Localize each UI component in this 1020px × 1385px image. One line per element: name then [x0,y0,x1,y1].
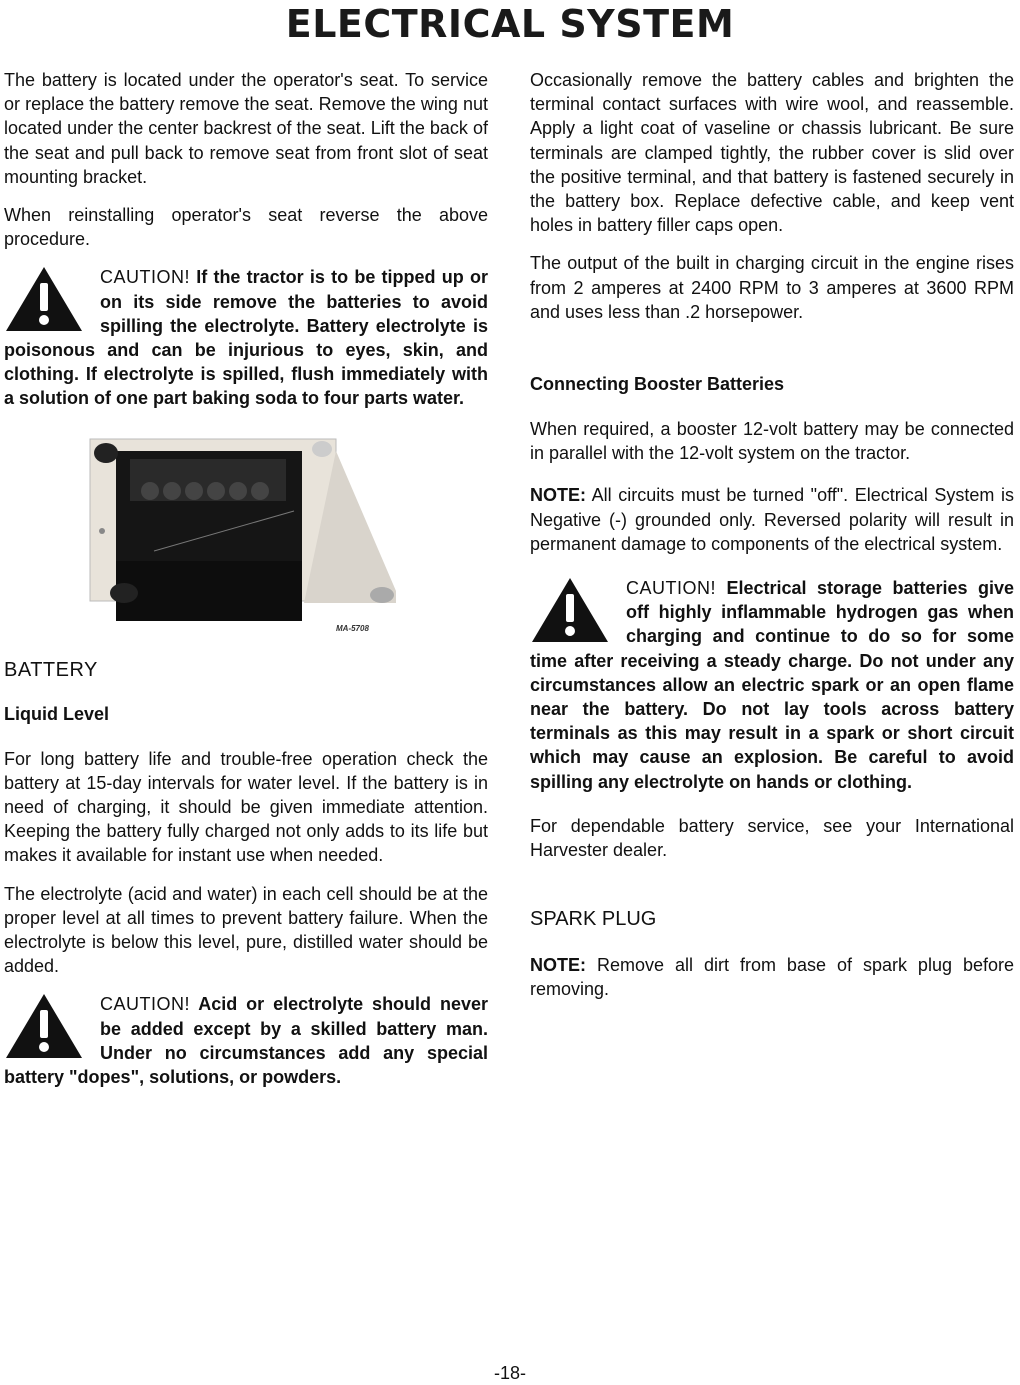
battery-photo [4,431,488,641]
cables-paragraph: Occasionally remove the battery cables and brighten the terminal contact surfaces with wire wool, and reassemble. Apply a light coat of vaseline or chassis lubricant. Be sure terminals are clamped tightly, the rubber cover is slid over the positive terminal, and that battery is fastened securely in the battery box. Replace defective cable, and keep vent holes in battery filler caps open. [530,70,1014,236]
note-spark-plug [530,953,1014,1001]
note-label: NOTE: [530,955,586,976]
caution-label: CAUTION! [100,994,191,1015]
note-text: All circuits must be turned "off". Electrical System is Negative (-) grounded only. Reversed polarity will result in permanent damage to components of the electrical system. [530,485,1014,554]
note-label: NOTE: [530,485,586,506]
booster-batteries-heading: Connecting Booster Batteries [530,374,785,395]
right-column [530,68,1014,1016]
caution-tipping [4,265,488,410]
charging-output-paragraph: The output of the built in charging circuit in the engine rises from 2 amperes at 2400 RPM to 3 amperes at 3600 RPM and uses less than .2 horsepower. [530,253,1014,322]
page-title: ELECTRICAL SYSTEM [285,2,735,46]
battery-life-paragraph: For long battery life and trouble-free operation check the battery at 15-day intervals for water level. If the battery is in need of charging, it should be given immediate attention. Keeping the battery fully charged not only adds to its life but makes it available for instant use when needed. [4,748,488,866]
spark-plug-heading: SPARK PLUG [530,908,657,931]
electrolyte-level-paragraph: The electrolyte (acid and water) in each cell should be at the proper level at all times to prevent battery failure. When the electrolyte is below this level, pure, distilled water should be added. [4,883,488,977]
note-polarity [530,483,1014,556]
page-number: -18- [493,1363,526,1383]
photo-caption: MA-5708 [336,623,369,633]
booster-paragraph: When required, a booster 12-volt battery may be connected in parallel with the 12-volt system on the tractor. [530,419,1014,464]
caution-text: Electrical storage batteries give off highly inflammable hydrogen gas when charging and continue to do so for some time after receiving a steady charge. Do not under any circumstances allow an electric spark or an open flame near the battery. Do not lay tools across battery terminals as this may result in a spark or short circuit which may cause an explosion. Be careful to avoid spilling any electrolyte on hands or clothing. [530,578,1014,792]
warning-triangle-icon [4,992,96,1062]
battery-heading: BATTERY [4,658,98,681]
caution-hydrogen [530,576,1014,794]
caution-text: If the tractor is to be tipped up or on its side remove the batteries to avoid spilling the electrolyte. Battery electrolyte is poisonous and can be injurious to eyes, skin, and clothing. If electrolyte is spilled, flush immediately with a solution of one part baking soda to four parts water. [4,267,488,409]
warning-triangle-icon [4,265,96,335]
left-column [4,68,488,1103]
seat-removal-paragraph: The battery is located under the operator's seat. To service or replace the battery remove the seat. Remove the wing nut located under the center backrest of the seat. Lift the back of the seat and pull back to remove seat from front slot of seat mounting bracket. [4,70,488,187]
caution-text: Acid or electrolyte should never be added except by a skilled battery man. Under no circumstances add any special battery "dopes", solutions, or powders. [4,994,488,1088]
dealer-paragraph: For dependable battery service, see your International Harvester dealer. [530,815,1014,861]
caution-label: CAUTION! [626,578,717,599]
caution-label: CAUTION! [100,267,191,288]
warning-triangle-icon [530,576,622,646]
note-text: Remove all dirt from base of spark plug before removing. [530,955,1014,1000]
reinstall-paragraph: When reinstalling operator's seat reverse the above procedure. [4,205,488,250]
caution-acid [4,992,488,1089]
liquid-level-heading: Liquid Level [4,703,110,724]
